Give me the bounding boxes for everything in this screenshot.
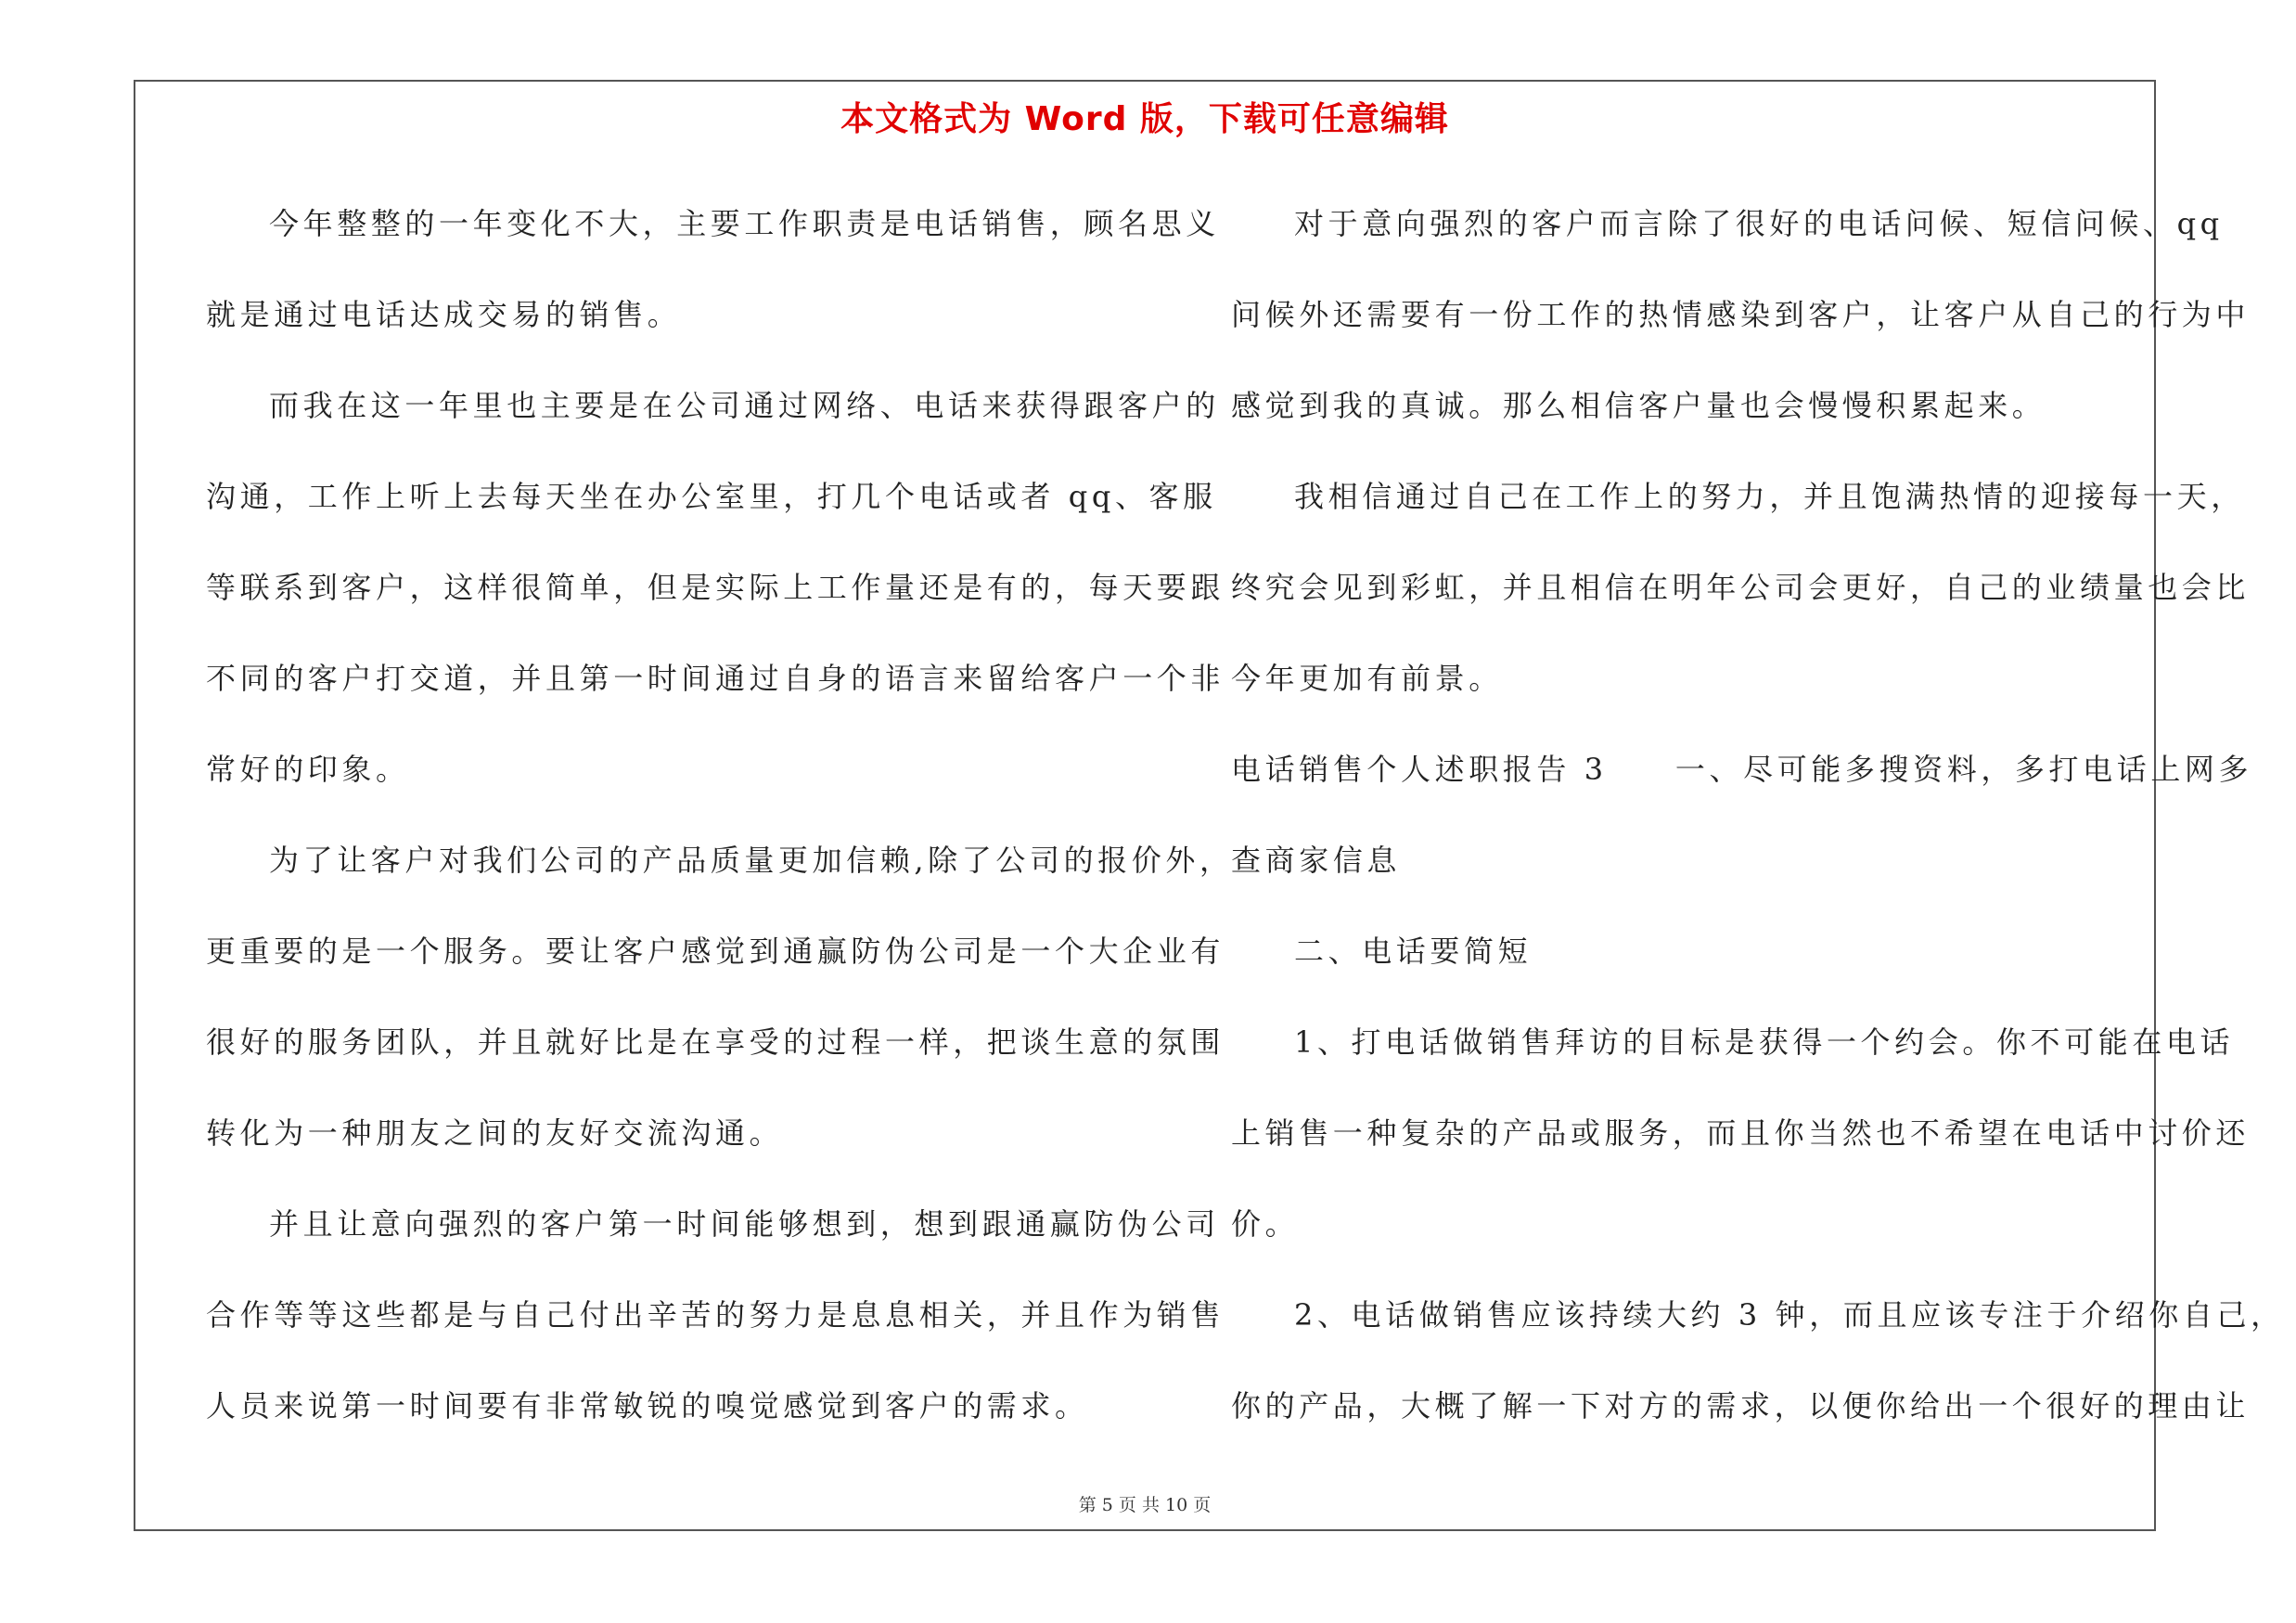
text-line: 并且让意向强烈的客户第一时间能够想到，想到跟通赢防伪公司	[269, 1206, 1220, 1242]
text-line: 转化为一种朋友之间的友好交流沟通。	[206, 1115, 784, 1151]
text-line: 不同的客户打交道，并且第一时间通过自身的语言来留给客户一个非	[206, 661, 1225, 696]
text-line: 2、电话做销售应该持续大约 3 钟，而且应该专注于介绍你自己，	[1294, 1297, 2285, 1333]
right-column	[1231, 178, 2285, 1451]
text-line: 你的产品，大概了解一下对方的需求，以便你给出一个很好的理由让	[1231, 1388, 2251, 1423]
text-line: 今年更加有前景。	[1231, 661, 1503, 696]
text-line: 人员来说第一时间要有非常敏锐的嗅觉感觉到客户的需求。	[206, 1388, 1089, 1423]
text-line: 等联系到客户，这样很简单，但是实际上工作量还是有的，每天要跟	[206, 570, 1225, 605]
word-format-banner: 本文格式为 Word 版，下载可任意编辑	[840, 100, 1449, 138]
text-line: 终究会见到彩虹，并且相信在明年公司会更好，自己的业绩量也会比	[1231, 570, 2251, 605]
text-line: 电话销售个人述职报告 3 一、尽可能多搜资料，多打电话上网多	[1231, 752, 2253, 787]
text-line: 问候外还需要有一份工作的热情感染到客户，让客户从自己的行为中	[1231, 297, 2251, 332]
text-line: 二、电话要简短	[1294, 934, 1533, 969]
text-line: 为了让客户对我们公司的产品质量更加信赖,除了公司的报价外，	[269, 843, 1234, 878]
text-line: 沟通，工作上听上去每天坐在办公室里，打几个电话或者 qq、客服	[206, 479, 1217, 514]
page-frame	[134, 80, 2285, 1531]
text-line: 更重要的是一个服务。要让客户感觉到通赢防伪公司是一个大企业有	[206, 934, 1225, 969]
text-line: 价。	[1231, 1206, 1300, 1242]
text-line: 感觉到我的真诚。那么相信客户量也会慢慢积累起来。	[1231, 388, 2046, 423]
page-footer: 第 5 页 共 10 页	[1078, 1495, 1212, 1515]
left-column	[206, 178, 1234, 1451]
text-line: 而我在这一年里也主要是在公司通过网络、电话来获得跟客户的	[269, 388, 1220, 423]
text-line: 查商家信息	[1231, 843, 1402, 878]
text-line: 很好的服务团队，并且就好比是在享受的过程一样，把谈生意的氛围	[206, 1024, 1225, 1060]
text-line: 对于意向强烈的客户而言除了很好的电话问候、短信问候、qq	[1294, 206, 2224, 241]
text-line: 1、打电话做销售拜访的目标是获得一个约会。你不可能在电话	[1294, 1024, 2235, 1060]
text-line: 就是通过电话达成交易的销售。	[206, 297, 682, 332]
text-line: 常好的印象。	[206, 752, 410, 787]
text-line: 上销售一种复杂的产品或服务，而且你当然也不希望在电话中讨价还	[1231, 1115, 2251, 1151]
text-line: 今年整整的一年变化不大，主要工作职责是电话销售，顾名思义	[269, 206, 1220, 241]
text-line: 我相信通过自己在工作上的努力，并且饱满热情的迎接每一天，	[1294, 479, 2245, 514]
text-line: 合作等等这些都是与自己付出辛苦的努力是息息相关，并且作为销售	[206, 1297, 1225, 1333]
